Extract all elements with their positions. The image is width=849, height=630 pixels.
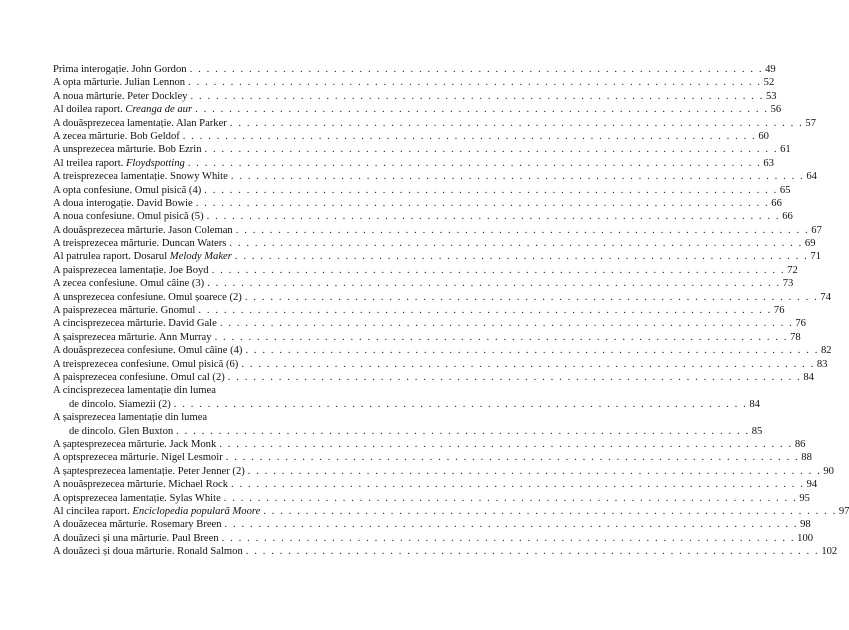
toc-entry [53, 130, 769, 143]
toc-entry-title: A douăsprezecea mărturie. Jason Coleman [53, 224, 233, 236]
toc-entry-title-italic: Enciclopedia populară Moore [132, 505, 261, 517]
toc-entry [53, 90, 777, 103]
toc-entry [53, 250, 821, 263]
toc-entry [53, 344, 832, 357]
toc-entry [53, 518, 811, 531]
toc-page-number: 69 [804, 238, 816, 250]
dot-leader: . . . . . . . . . . . . . . . . . . . . . . . . . . . . . . . . . . . . . . . . . . . . . . . . . . . . . . . . . . . . . . . . . . . . [231, 479, 805, 491]
toc-entry-title: Al patrulea raport. Dosarul Melody Maker [53, 251, 232, 263]
toc-entry-title: Al doilea raport. Creanga de aur [53, 104, 193, 116]
dot-leader: . . . . . . . . . . . . . . . . . . . . . . . . . . . . . . . . . . . . . . . . . . . . . . . . . . . . . . . . . . . . . . . . . . . . [207, 278, 781, 290]
dot-leader: . . . . . . . . . . . . . . . . . . . . . . . . . . . . . . . . . . . . . . . . . . . . . . . . . . . . . . . . . . . . . . . . . . . . [187, 157, 762, 169]
toc-entry [53, 398, 760, 411]
toc-page-number: 52 [763, 77, 775, 89]
toc-entry-title: A douăsprezecea confesiune. Omul câine (4) [53, 345, 243, 357]
toc-entry-title: A cincisprezecea mărturie. David Gale [53, 318, 217, 330]
dot-leader: . . . . . . . . . . . . . . . . . . . . . . . . . . . . . . . . . . . . . . . . . . . . . . . . . . . . . . . . . . . . . . . . . . . . [211, 264, 786, 276]
toc-page-number: 49 [765, 64, 776, 75]
toc-entry-title: A douăzecea mărturie. Rosemary Breen [53, 519, 222, 531]
toc-page-number: 67 [811, 224, 822, 236]
toc-entry [53, 411, 385, 424]
toc-entry-title: de dincolo. Glen Buxton [69, 425, 174, 437]
toc-entry [53, 532, 814, 545]
toc-page-number: 57 [805, 117, 816, 129]
toc-entry-title: A opta mărturie. Julian Lennon [53, 77, 186, 89]
toc-entry-title: A doua interogație. David Bowie [53, 197, 193, 209]
toc-page-number: 94 [806, 479, 818, 491]
dot-leader: . . . . . . . . . . . . . . . . . . . . . . . . . . . . . . . . . . . . . . . . . . . . . . . . . . . . . . . . . . . . . . . . . . . . [223, 492, 798, 504]
toc-entry [53, 197, 782, 210]
toc-page-number: 84 [749, 398, 760, 410]
toc-page-number: 88 [801, 452, 812, 464]
toc-page-number: 74 [820, 291, 831, 303]
toc-page-number: 53 [766, 90, 777, 102]
toc-entry-title: de dincolo. Siamezii (2) [69, 398, 171, 410]
dot-leader: . . . . . . . . . . . . . . . . . . . . . . . . . . . . . . . . . . . . . . . . . . . . . . . . . . . . . . . . . . . . . . . . . . . . [235, 224, 810, 236]
toc-entry [53, 438, 806, 451]
dot-leader: . . . . . . . . . . . . . . . . . . . . . . . . . . . . . . . . . . . . . . . . . . . . . . . . . . . . . . . . . . . . . . . . . . . . [245, 345, 819, 357]
toc-entry-title: A douăsprezecea lamentație. Alan Parker [53, 117, 227, 129]
toc-entry-title: A douăzeci și una mărturie. Paul Breen [53, 532, 219, 544]
toc-entry [53, 465, 834, 478]
toc-entry [53, 478, 818, 491]
toc-page-number: 76 [795, 318, 806, 330]
toc-page-number: 73 [782, 278, 794, 290]
toc-entry-title: A treisprezecea lamentație. Snowy White [53, 171, 228, 183]
toc-entry [53, 237, 816, 250]
toc-page-number: 61 [780, 144, 791, 156]
toc-page-number: 83 [816, 358, 828, 370]
toc-page-number: 56 [770, 104, 782, 116]
dot-leader: . . . . . . . . . . . . . . . . . . . . . . . . . . . . . . . . . . . . . . . . . . . . . . . . . . . . . . . . . . . . . . . . . . . . [219, 438, 793, 450]
toc-entry [53, 505, 849, 518]
toc-entry [53, 157, 774, 170]
toc-entry-title: A paisprezecea mărturie. Gnomul [53, 305, 196, 317]
toc-entry-title: A noua confesiune. Omul pisică (5) [53, 211, 204, 223]
toc-entry [53, 143, 791, 156]
dot-leader: . . . . . . . . . . . . . . . . . . . . . . . . . . . . . . . . . . . . . . . . . . . . . . . . . . . . . . . . . . . . . . . . . . . . [225, 452, 800, 464]
toc-page-number: 84 [803, 371, 814, 383]
dot-leader: . . . . . . . . . . . . . . . . . . . . . . . . . . . . . . . . . . . . . . . . . . . . . . . . . . . . . . . . . . . . . . . . . . . . [229, 238, 803, 250]
toc-page-number: 71 [810, 251, 821, 263]
toc-entry [53, 264, 798, 277]
toc-entry-title: A unsprezecea confesiune. Omul șoarece (2) [53, 291, 242, 303]
toc-page-number: 60 [758, 130, 769, 142]
toc-entry-title: Prima interogație. John Gordon [53, 64, 187, 75]
toc-entry-title-italic: Melody Maker [169, 251, 232, 263]
toc-entry-title: A unsprezecea mărturie. Bob Ezrin [53, 144, 202, 156]
table-of-contents [53, 63, 849, 558]
dot-leader: . . . . . . . . . . . . . . . . . . . . . . . . . . . . . . . . . . . . . . . . . . . . . . . . . . . . . . . . . . . . . . . . . . . . [189, 64, 764, 75]
dot-leader: . . . . . . . . . . . . . . . . . . . . . . . . . . . . . . . . . . . . . . . . . . . . . . . . . . . . . . . . . . . . . . . . . . . . [190, 90, 764, 102]
toc-page-number: 85 [751, 425, 763, 437]
toc-page-number: 76 [773, 305, 785, 317]
toc-entry-title: A zecea mărturie. Bob Geldof [53, 130, 180, 142]
toc-page-number: 95 [799, 492, 810, 504]
dot-leader: . . . . . . . . . . . . . . . . . . . . . . . . . . . . . . . . . . . . . . . . . . . . . . . . . . . . . . . . . . . . . . . . . . . . [219, 318, 794, 330]
toc-page-number: 72 [787, 264, 798, 276]
toc-entry [53, 492, 810, 505]
toc-entry-title: A optsprezecea lamentație. Sylas White [53, 492, 221, 504]
dot-leader: . . . . . . . . . . . . . . . . . . . . . . . . . . . . . . . . . . . . . . . . . . . . . . . . . . . . . . . . . . . . . . . . . . . . [176, 425, 750, 437]
toc-page-number: 86 [794, 438, 806, 450]
toc-page-number: 97 [838, 505, 849, 517]
toc-page-number: 64 [806, 171, 817, 183]
toc-page-number: 63 [763, 157, 774, 169]
dot-leader: . . . . . . . . . . . . . . . . . . . . . . . . . . . . . . . . . . . . . . . . . . . . . . . . . . . . . . . . . . . . . . . . . . . . [204, 144, 779, 156]
toc-entry-title: A zecea confesiune. Omul câine (3) [53, 278, 205, 290]
toc-entry-title-italic: Floydspotting [125, 157, 185, 169]
dot-leader: . . . . . . . . . . . . . . . . . . . . . . . . . . . . . . . . . . . . . . . . . . . . . . . . . . . . . . . . . . . . . . . . . . . . [173, 398, 748, 410]
toc-page-number: 65 [779, 184, 791, 196]
dot-leader: . . . . . . . . . . . . . . . . . . . . . . . . . . . . . . . . . . . . . . . . . . . . . . . . . . . . . . . . . . . . . . . . . . . . [204, 184, 778, 196]
dot-leader: . . . . . . . . . . . . . . . . . . . . . . . . . . . . . . . . . . . . . . . . . . . . . . . . . . . . . . . . . . . . . . . . . . . . [244, 291, 819, 303]
toc-entry-title: Al treilea raport. Floydspotting [53, 157, 185, 169]
dot-leader: . . . . . . . . . . . . . . . . . . . . . . . . . . . . . . . . . . . . . . . . . . . . . . . . . . . . . . . . . . . . . . . . . . . . [188, 77, 762, 89]
dot-leader: . . . . . . . . . . . . . . . . . . . . . . . . . . . . . . . . . . . . . . . . . . . . . . . . . . . . . . . . . . . . . . . . . . . . [195, 197, 770, 209]
toc-page-number: 102 [821, 546, 838, 558]
toc-entry-title: Al cincilea raport. Enciclopedia populară Moore [53, 505, 261, 517]
dot-leader: . . . . . . . . . . . . . . . . . . . . . . . . . . . . . . . . . . . . . . . . . . . . . . . . . . . . . . . . . . . . . . . . . . . . [263, 505, 837, 517]
dot-leader: . . . . . . . . . . . . . . . . . . . . . . . . . . . . . . . . . . . . . . . . . . . . . . . . . . . . . . . . . . . . . . . . . . . . [214, 331, 789, 343]
dot-leader: . . . . . . . . . . . . . . . . . . . . . . . . . . . . . . . . . . . . . . . . . . . . . . . . . . . . . . . . . . . . . . . . . . . . [241, 358, 815, 370]
toc-entry-title: A nouăsprezecea mărturie. Michael Rock [53, 479, 229, 491]
dot-leader: . . . . . . . . . . . . . . . . . . . . . . . . . . . . . . . . . . . . . . . . . . . . . . . . . . . . . . . . . . . . . . . . . . . . [224, 519, 799, 531]
toc-page-number: 100 [797, 532, 814, 544]
toc-page-number: 78 [790, 331, 801, 343]
toc-entry [53, 304, 785, 317]
toc-entry-title: A douăzeci și doua mărturie. Ronald Salmon [53, 546, 243, 558]
dot-leader: . . . . . . . . . . . . . . . . . . . . . . . . . . . . . . . . . . . . . . . . . . . . . . . . . . . . . . . . . . . . . . . . . . . . [198, 305, 772, 317]
toc-entry [53, 451, 812, 464]
toc-entry-title: A șaptesprezecea mărturie. Jack Monk [53, 438, 217, 450]
toc-entry [53, 117, 816, 130]
toc-entry [53, 384, 385, 397]
toc-entry-title-italic: Creanga de aur [125, 104, 193, 116]
toc-entry [53, 184, 791, 197]
toc-entry-title: A opta confesiune. Omul pisică (4) [53, 184, 202, 196]
dot-leader: . . . . . . . . . . . . . . . . . . . . . . . . . . . . . . . . . . . . . . . . . . . . . . . . . . . . . . . . . . . . . . . . . . . . [245, 546, 820, 558]
toc-entry [53, 358, 828, 371]
toc-entry [53, 103, 782, 116]
toc-entry [53, 291, 831, 304]
toc-entry [53, 170, 817, 183]
toc-page-number: 82 [820, 345, 832, 357]
toc-entry-title: A paisprezecea lamentație. Joe Boyd [53, 264, 209, 276]
toc-entry [53, 63, 776, 76]
toc-entry [53, 331, 801, 344]
dot-leader: . . . . . . . . . . . . . . . . . . . . . . . . . . . . . . . . . . . . . . . . . . . . . . . . . . . . . . . . . . . . . . . . . . . . [234, 251, 809, 263]
toc-entry [53, 371, 814, 384]
toc-entry [53, 76, 775, 89]
toc-entry-title: A noua mărturie. Peter Dockley [53, 90, 188, 102]
toc-entry-title: A șaptesprezecea lamentație. Peter Jenner (2) [53, 465, 245, 477]
dot-leader: . . . . . . . . . . . . . . . . . . . . . . . . . . . . . . . . . . . . . . . . . . . . . . . . . . . . . . . . . . . . . . . . . . . . [206, 211, 781, 223]
toc-entry-title: A paisprezecea confesiune. Omul cal (2) [53, 371, 225, 383]
dot-leader: . . . . . . . . . . . . . . . . . . . . . . . . . . . . . . . . . . . . . . . . . . . . . . . . . . . . . . . . . . . . . . . . . . . . [195, 104, 769, 116]
toc-page-number: 98 [800, 519, 811, 531]
toc-entry-title: A șaisprezecea lamentație din lumea [53, 412, 208, 424]
toc-entry-title: A șaisprezecea mărturie. Ann Murray [53, 331, 212, 343]
toc-entry [53, 277, 794, 290]
dot-leader: . . . . . . . . . . . . . . . . . . . . . . . . . . . . . . . . . . . . . . . . . . . . . . . . . . . . . . . . . . . . . . . . . . . . [247, 465, 822, 477]
dot-leader: . . . . . . . . . . . . . . . . . . . . . . . . . . . . . . . . . . . . . . . . . . . . . . . . . . . . . . . . . . . . . . . . . . . . [182, 130, 757, 142]
toc-entry [53, 224, 822, 237]
toc-entry [53, 545, 838, 558]
toc-entry [53, 317, 806, 330]
toc-entry-title: A treisprezecea mărturie. Duncan Waters [53, 238, 227, 250]
toc-entry-title: A treisprezecea confesiune. Omul pisică (6) [53, 358, 239, 370]
toc-page-number: 66 [782, 211, 793, 223]
dot-leader: . . . . . . . . . . . . . . . . . . . . . . . . . . . . . . . . . . . . . . . . . . . . . . . . . . . . . . . . . . . . . . . . . . . . [230, 171, 805, 183]
toc-entry [53, 210, 793, 223]
dot-leader: . . . . . . . . . . . . . . . . . . . . . . . . . . . . . . . . . . . . . . . . . . . . . . . . . . . . . . . . . . . . . . . . . . . . [221, 532, 796, 544]
toc-entry-title: A cincisprezecea lamentație din lumea [53, 385, 216, 397]
dot-leader: . . . . . . . . . . . . . . . . . . . . . . . . . . . . . . . . . . . . . . . . . . . . . . . . . . . . . . . . . . . . . . . . . . . . [229, 117, 804, 129]
toc-page-number: 90 [823, 465, 834, 477]
dot-leader: . . . . . . . . . . . . . . . . . . . . . . . . . . . . . . . . . . . . . . . . . . . . . . . . . . . . . . . . . . . . . . . . . . . . [227, 371, 802, 383]
toc-entry [53, 425, 763, 438]
toc-page-number: 66 [771, 197, 782, 209]
toc-entry-title: A optsprezecea mărturie. Nigel Lesmoir [53, 452, 223, 464]
